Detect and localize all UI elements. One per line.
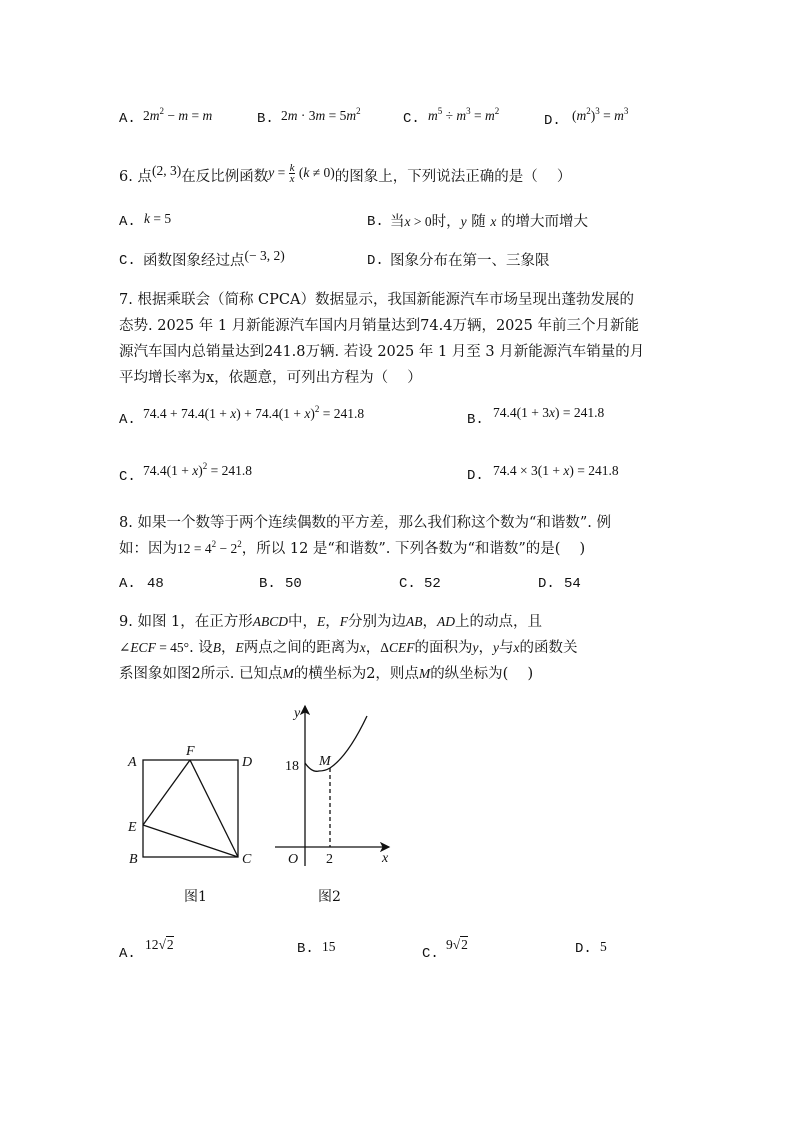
q9-option-b-label: B. bbox=[297, 941, 314, 957]
segment-ec bbox=[143, 825, 238, 857]
q8-option-a-label: A. bbox=[119, 576, 136, 592]
q9-option-c-expr: 9√2 bbox=[446, 937, 468, 952]
q8-stem bbox=[119, 510, 611, 562]
q7-option-c-expr: $74.4(1 + x)^2 = 241.8$ bbox=[143, 461, 252, 478]
q6-option-c-text: 函数图象经过点(− 3, 2) bbox=[143, 248, 285, 269]
q9-option-a-label: A. bbox=[119, 946, 136, 962]
q5-option-c-expr: $m^5 \div m^3 = m^2$ bbox=[428, 106, 500, 123]
x-axis-label: x bbox=[382, 851, 389, 866]
q9-line-2: ∠ECF = 45°. 设B，E两点之间的距离为x，ΔCEF的面积为y，y与x的函数关 bbox=[119, 640, 578, 656]
square-abcd bbox=[143, 760, 238, 857]
q9-line-1: 9. 如图 1，在正方形ABCD中，E，F分别为边AB，AD上的动点，且 bbox=[119, 614, 543, 630]
vertex-e-label: E bbox=[128, 820, 137, 835]
q6-stem bbox=[119, 164, 571, 190]
q9-option-a-coef: 12 bbox=[145, 937, 159, 952]
x-tick-2: 2 bbox=[326, 852, 333, 867]
q7-line-1: 7. 根据乘联会（简称 CPCA）数据显示，我国新能源汽车市场呈现出蓬勃发展的 bbox=[119, 292, 634, 308]
q8-option-c-label: C. bbox=[399, 576, 416, 592]
q6-text-after: 的图象上，下列说法正确的是（ ） bbox=[334, 169, 572, 185]
q7-line-2: 态势. 2025 年 1 月新能源汽车国内月销量达到74.4万辆，2025 年前三个月新能 bbox=[119, 318, 639, 334]
segment-fc bbox=[190, 760, 238, 857]
q6-number: 6. bbox=[119, 169, 133, 185]
q6-option-d-label: D. bbox=[367, 253, 384, 269]
q6-point: (2, 3) bbox=[151, 163, 182, 178]
q7-option-b-label: B. bbox=[467, 412, 484, 428]
q5-option-b-label: B. bbox=[257, 111, 274, 127]
vertex-a-label: A bbox=[128, 755, 137, 770]
q8-option-d-label: D. bbox=[538, 576, 555, 592]
q7-option-a-label: A. bbox=[119, 412, 136, 428]
q8-line-1: 8. 如果一个数等于两个连续偶数的平方差，那么我们称这个数为“和谐数”. 例 bbox=[119, 515, 611, 531]
q8-line-2: 如：因为$12 = 4^2 - 2^2$，所以 12 是“和谐数”. 下列各数为“和谐数”的是( ) bbox=[119, 539, 586, 557]
q7-line-3: 源汽车国内总销量达到241.8万辆. 若设 2025 年 1 月至 3 月新能源汽车销量的月 bbox=[119, 344, 645, 360]
q8-option-b-label: B. bbox=[259, 576, 276, 592]
q7-option-a-expr: $74.4 + 74.4(1 + x) + 74.4(1 + x)^2 = 241.8$ bbox=[143, 404, 365, 421]
q6-option-d-text: 图象分布在第一、三象限 bbox=[390, 253, 550, 269]
q5-option-a-expr: $2m^2 - m = m$ bbox=[143, 106, 213, 123]
q5-option-a-label: A. bbox=[119, 111, 136, 127]
q9-option-d-text: 5 bbox=[600, 939, 607, 954]
q9-option-d-label: D. bbox=[575, 941, 592, 957]
vertex-f-label: F bbox=[186, 744, 195, 759]
q7-option-d-label: D. bbox=[467, 468, 484, 484]
q5-option-d-expr: $(m^2)^3 = m^3$ bbox=[572, 106, 629, 123]
segment-ef bbox=[143, 760, 190, 825]
figure-2-graph bbox=[270, 700, 400, 870]
q6-function: y = $\frac{k}{x}$ (k ≠ 0) bbox=[268, 162, 335, 186]
q6-text-before: 点 bbox=[137, 169, 152, 185]
q9-option-c-radicand: 2 bbox=[461, 937, 468, 952]
y-axis-label: y bbox=[294, 706, 301, 721]
q9-line-3: 系图象如图2所示. 已知点M的横坐标为2，则点M的纵坐标为( ) bbox=[119, 666, 534, 682]
vertex-d-label: D bbox=[242, 755, 253, 770]
q9-option-c-coef: 9 bbox=[446, 937, 453, 952]
q6-option-c-label: C. bbox=[119, 253, 136, 269]
q6-option-b-text: 当x > 0时，y 随 x 的增大而增大 bbox=[390, 214, 588, 230]
vertex-b-label: B bbox=[129, 852, 138, 867]
y-tick-18: 18 bbox=[285, 759, 299, 774]
q6-option-b-label: B. bbox=[367, 214, 384, 230]
point-m-label: M bbox=[319, 754, 331, 769]
q5-option-b-expr: $2m \cdot 3m = 5m^2$ bbox=[281, 106, 361, 123]
q5-option-c-label: C. bbox=[403, 111, 420, 127]
q8-option-d-text: 54 bbox=[564, 576, 581, 592]
q8-option-b-text: 50 bbox=[285, 576, 302, 592]
q8-option-c-text: 52 bbox=[424, 576, 441, 592]
figure-2-caption: 图2 bbox=[318, 889, 341, 905]
q9-option-a-expr: 12√2 bbox=[145, 937, 174, 952]
q9-option-a-radicand: 2 bbox=[166, 937, 174, 952]
q6-option-a-label: A. bbox=[119, 214, 136, 230]
q6-option-a-text: k = 5 bbox=[144, 211, 172, 226]
function-curve bbox=[305, 716, 367, 771]
q9-option-b-text: 15 bbox=[322, 939, 336, 954]
q6-text-mid: 在反比例函数 bbox=[181, 169, 269, 185]
q7-option-d-expr: 74.4 × 3(1 + x) = 241.8 bbox=[493, 463, 619, 478]
q9-option-c-label: C. bbox=[422, 946, 439, 962]
q7-option-c-label: C. bbox=[119, 469, 136, 485]
q9-stem bbox=[119, 609, 577, 687]
origin-label: O bbox=[288, 852, 299, 867]
q5-option-d-label: D. bbox=[544, 113, 561, 129]
figure-1-caption: 图1 bbox=[184, 889, 207, 905]
vertex-c-label: C bbox=[242, 852, 252, 867]
q8-option-a-text: 48 bbox=[147, 576, 164, 592]
q7-stem bbox=[119, 287, 644, 391]
q7-line-4: 平均增长率为x，依题意，可列出方程为（ ） bbox=[119, 370, 422, 386]
q7-option-b-expr: 74.4(1 + 3x) = 241.8 bbox=[493, 405, 605, 420]
figure-1-square bbox=[120, 735, 270, 870]
